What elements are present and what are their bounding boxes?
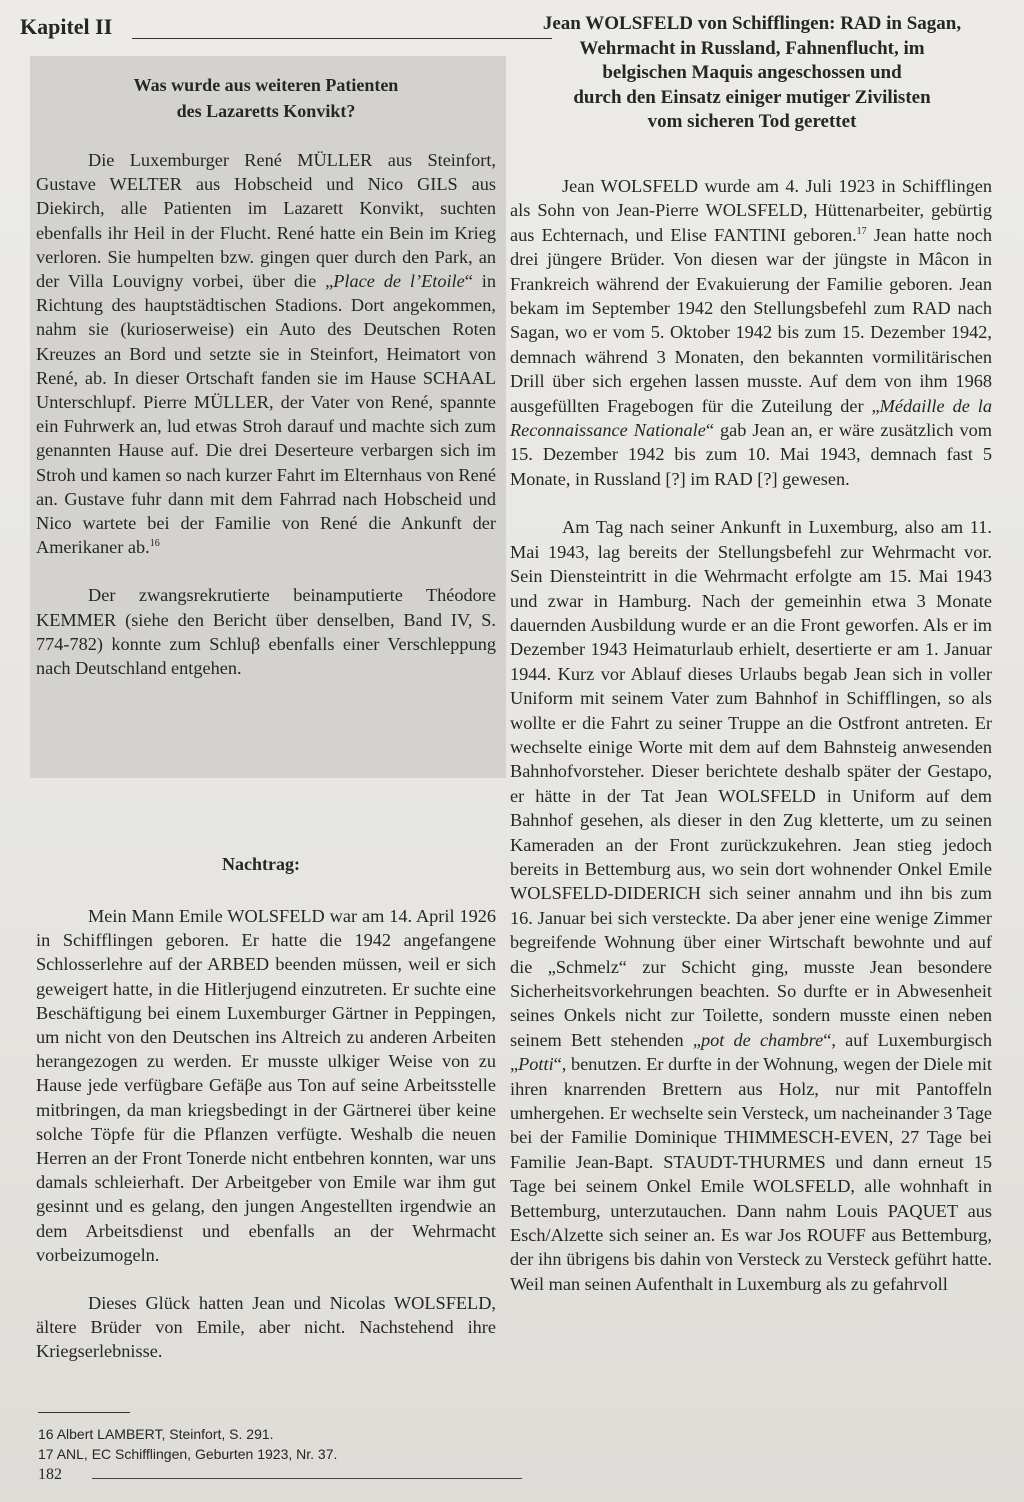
article-heading-line: durch den Einsatz einiger mutiger Zivilisten xyxy=(573,86,931,108)
footnote-17: 17 ANL, EC Schifflingen, Geburten 1923, Nr. 37. xyxy=(38,1446,338,1462)
article-heading-line: belgischen Maquis angeschossen und xyxy=(602,62,902,83)
article-heading-line: Jean WOLSFELD von Schifflingen: RAD in Sagan, xyxy=(542,13,962,34)
box-heading-line: Was wurde aus weiteren Patienten xyxy=(133,75,399,95)
article-heading xyxy=(512,12,992,135)
article-text xyxy=(510,174,992,1296)
footnote-rule xyxy=(38,1412,130,1413)
box-heading-line: des Lazaretts Konvikt? xyxy=(176,101,356,121)
nachtrag-paragraph: Dieses Glück hatten Jean und Nicolas WOLSFELD, ältere Brüder von Emile, aber nicht. Nachstehend ihre Kriegserlebnisse. xyxy=(36,1293,496,1362)
box-paragraph: Die Luxemburger René MÜLLER aus Steinfort, Gustave WELTER aus Hobscheid und Nico GILS aus Diekirch, alle Patienten im Lazarett Konvikt, suchten ebenfalls ihr Heil in der Flucht. René hatte ein Bein im Krieg verloren. Sie humpelten bzw. gingen quer durch den Park, an der Villa Louvigny vorbei, über die „Place de l’Etoile“ in Richtung des hauptstädtischen Stadions. Dort angekommen, nahm sie (kurioserweise) ein Auto des Deutschen Roten Kreuzes an Bord und setzte sie in Steinfort, Heimatort von René, ab. In dieser Ortschaft fanden sie im Hause SCHAAL Unterschlupf. Pierre MÜLLER, der Vater von René, spannte ein Fuhrwerk an, lud etwas Stroh darauf und machte sich zum genannten Hause auf. Die drei Deserteure verbargen sich im Stroh und kamen so nach kurzer Fahrt im Elternhaus von René an. Gustave fuhr dann mit dem Fahrrad nach Hobscheid und Nico wartete bei der Familie von René die Ankunft der Amerikaner ab.$^{16}$ xyxy=(36,150,497,558)
footnote-ref: 17 xyxy=(856,225,867,237)
bottom-rule xyxy=(92,1478,522,1479)
article-heading-line: vom sicheren Tod gerettet xyxy=(647,111,857,132)
footnote-ref: 16 xyxy=(149,538,160,550)
nachtrag-paragraph: Mein Mann Emile WOLSFELD war am 14. April 1926 in Schifflingen geboren. Er hatte die 1942 angefangene Schlosserlehre auf der ARBED beenden müssen, weil er sich geweigert hatte, in die Hitlerjugend einzutreten. Er suchte eine Beschäftigung bei einem Luxemburger Gärtner in Peppingen, um nicht von den Deutschen ins Altreich zu anderen Arbeiten herangezogen zu werden. Er musste ulkiger Weise von zu Hause jede verfügbare Gefäβe aus Ton auf seine Arbeitsstelle mitbringen, da man kriegsbedingt in der Gärtnerei über keine solche Töpfe für die Pflanzen verfügte. Weshalb die neuen Herren an der Front Tonerde nicht entbehren konnten, war uns damals schleierhaft. Der Arbeitgeber von Emile war ihm gut gesinnt und es gelang, den jungen Angestellten irgendwie an dem Arbeitsdienst und ebenfalls an der Wehrmacht vorbeizumogeln. xyxy=(36,906,496,1265)
nachtrag-heading: Nachtrag: xyxy=(222,854,300,874)
article-paragraph: Jean WOLSFELD wurde am 4. Juli 1923 in Schifflingen als Sohn von Jean-Pierre WOLSFELD, Hüttenarbeiter, gebürtig aus Echternach, und Elise FANTINI geboren.$^{17}$ Jean hatte noch drei jüngere Brüder. Von diesen war der jüngste in Mâcon in Frankreich während der Evakuierung der Familie geboren. Jean bekam im September 1942 den Stellungsbefehl zum RAD nach Sagan, wo er vom 5. Oktober 1942 bis zum 15. Dezember 1942, demnach während 3 Monaten, den bekannten vormilitärischen Drill über sich ergehen lassen musste. Auf dem von ihm 1968 ausgefüllten Fragebogen für die Zuteilung der „Médaille de la Reconnaissance Nationale“ gab Jean an, er wäre zusätzlich vom 15. Dezember 1942 bis zum 10. Mai 1943, demnach fast 5 Monate, in Russland [?] im RAD [?] gewesen. xyxy=(510,176,993,489)
box-text xyxy=(36,148,496,680)
chapter-rule xyxy=(132,38,552,39)
footnote-16: 16 Albert LAMBERT, Steinfort, S. 291. xyxy=(38,1426,274,1442)
footnotes xyxy=(38,1424,538,1464)
box-paragraph: Der zwangsrekrutierte beinamputierte Théodore KEMMER (siehe den Bericht über denselben, Band IV, S. 774-782) konnte zum Schluβ ebenfalls einer Verschleppung nach Deutschland entgehen. xyxy=(36,585,496,679)
box-heading xyxy=(36,72,496,124)
article-paragraph: Am Tag nach seiner Ankunft in Luxemburg, also am 11. Mai 1943, lag bereits der Stellungsbefehl zur Wehrmacht vor. Sein Diensteintritt in die Wehrmacht erfolgte am 15. Mai 1943 und zwar in Hamburg. Nach der gemeinhin etwa 3 Monate dauernden Ausbildung wurde er an die Front geworfen. Als er im Dezember 1943 Heimaturlaub erhielt, desertierte er am 1. Januar 1944. Kurz vor Ablauf dieses Urlaubs begab Jean sich in voller Uniform mit seinem Vater zum Bahnhof in Schifflingen, so als wollte er die Fahrt zu seiner Truppe an die Ostfront antreten. Er wechselte einige Worte mit dem auf dem Bahnsteig anwesenden Bahnhofvorsteher. Dieser berichtete deshalb später der Gestapo, er hätte in der Tat Jean WOLSFELD in Uniform auf dem Bahnhof gesehen, als dieser in den Zug kletterte, um zu seinen Kameraden an der Front zurückzukehren. Jean stieg jedoch bereits in Bettemburg aus, wo sein dort wohnender Onkel Emile WOLSFELD-DIDERICH sich seiner annahm und ihn bis zum 16. Januar bei sich versteckte. Da aber jener eine wenige Zimmer begreifende Wohnung über einer Wirtschaft bewohnte und auf die „Schmelz“ zur Schicht ging, musste Jean besondere Sicherheitsvorkehrungen beachten. So durfte er in Abwesenheit seines Onkels nicht zur Toilette, sondern musste einen neben seinem Bett stehenden „pot de chambre“, auf Luxemburgisch „Potti“, benutzen. Er durfte in der Wohnung, wegen der Diele mit ihren knarrenden Brettern aus Holz, nur mit Pantoffeln umhergehen. Er wechselte sein Versteck, um nacheinander 3 Tage bei der Familie Dominique THIMMESCH-EVEN, 27 Tage bei Familie Jean-Bapt. STAUDT-THURMES und dann erneut 15 Tage bei seinem Onkel Emile WOLSFELD, alle wohnhaft in Bettemburg, unterzutauchen. Dann nahm Louis PAQUET aus Esch/Alzette sich seiner an. Es war Jos ROUFF aus Bettemburg, der ihn übrigens bis dahin von Versteck zu Versteck geführt hatte. Weil man seinen Aufenthalt in Luxemburg als zu gefahrvoll xyxy=(510,517,993,1294)
page-number: 182 xyxy=(38,1466,62,1483)
article-heading-line: Wehrmacht in Russland, Fahnenflucht, im xyxy=(579,37,925,59)
nachtrag-text xyxy=(36,904,496,1364)
chapter-title: Kapitel II xyxy=(20,14,113,39)
